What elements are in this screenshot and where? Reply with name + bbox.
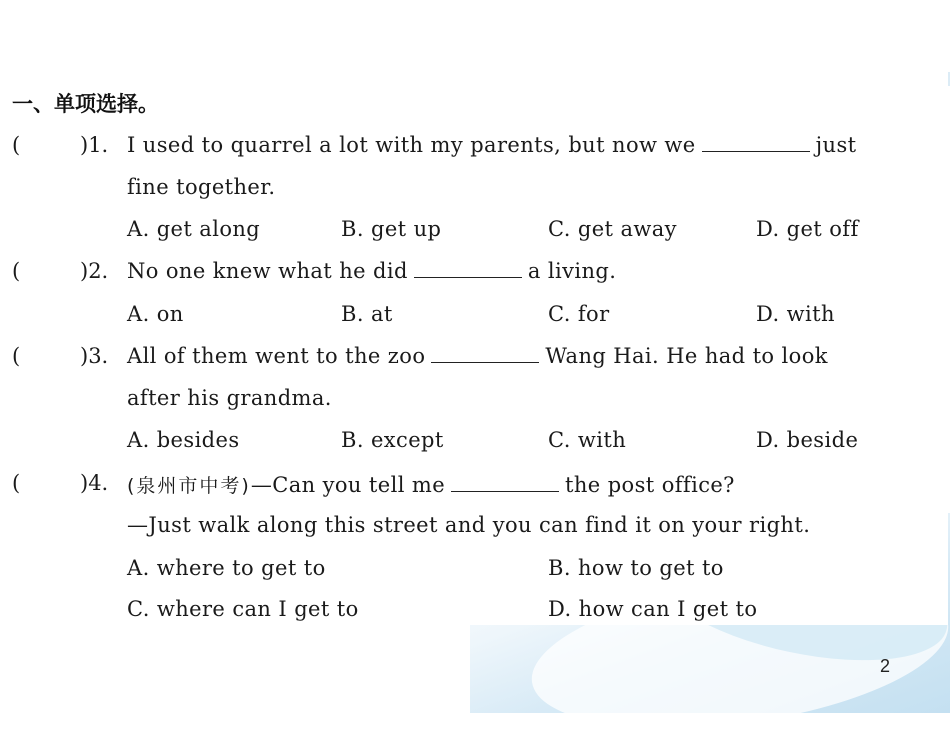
option-a[interactable]: A. where to get to [127,556,326,580]
question-source: (泉州市中考) [127,475,251,497]
option-b[interactable]: B. at [341,302,393,326]
option-b[interactable]: B. except [341,428,444,452]
option-c[interactable]: C. for [548,302,610,326]
question-1-stem [127,133,857,157]
question-1-text: I used to quarrel a lot with my parents, but now we [127,133,696,157]
question-2-stem [127,259,616,283]
question-2-text: No one knew what he did [127,259,408,283]
answer-blank[interactable] [431,348,539,363]
question-4-stem [127,471,735,498]
question-number: )3. [80,344,109,368]
option-a[interactable]: A. get along [127,217,261,241]
answer-paren: ( [12,344,21,368]
option-d[interactable]: D. get off [756,217,859,241]
option-c[interactable]: C. where can I get to [127,597,359,621]
question-4-text-cont: the post office? [565,473,735,497]
question-1-text-cont: just [815,133,857,157]
option-c[interactable]: C. with [548,428,627,452]
answer-blank[interactable] [451,477,559,492]
option-b[interactable]: B. get up [341,217,442,241]
question-2-text-cont: a living. [527,259,617,283]
answer-paren: ( [12,259,21,283]
answer-paren: ( [12,471,21,495]
page-number: 2 [880,656,891,676]
question-4-text: —Can you tell me [250,473,446,497]
question-3-stem [127,344,828,368]
question-number: )1. [80,133,109,157]
question-3-text: All of them went to the zoo [127,344,426,368]
answer-blank[interactable] [702,137,810,152]
question-3-stem-line2: after his grandma. [127,386,332,410]
question-1-stem-line2: fine together. [127,175,276,199]
answer-paren: ( [12,133,21,157]
option-d[interactable]: D. beside [756,428,859,452]
question-3-text-cont: Wang Hai. He had to look [545,344,828,368]
answer-blank[interactable] [414,263,522,278]
question-number: )4. [80,471,109,495]
option-b[interactable]: B. how to get to [548,556,724,580]
option-a[interactable]: A. besides [127,428,240,452]
option-d[interactable]: D. how can I get to [548,597,758,621]
option-a[interactable]: A. on [127,302,184,326]
section-title: 一、单项选择。 [12,92,159,116]
option-c[interactable]: C. get away [548,217,677,241]
option-d[interactable]: D. with [756,302,835,326]
question-4-reply: —Just walk along this street and you can find it on your right. [127,513,811,537]
question-number: )2. [80,259,109,283]
